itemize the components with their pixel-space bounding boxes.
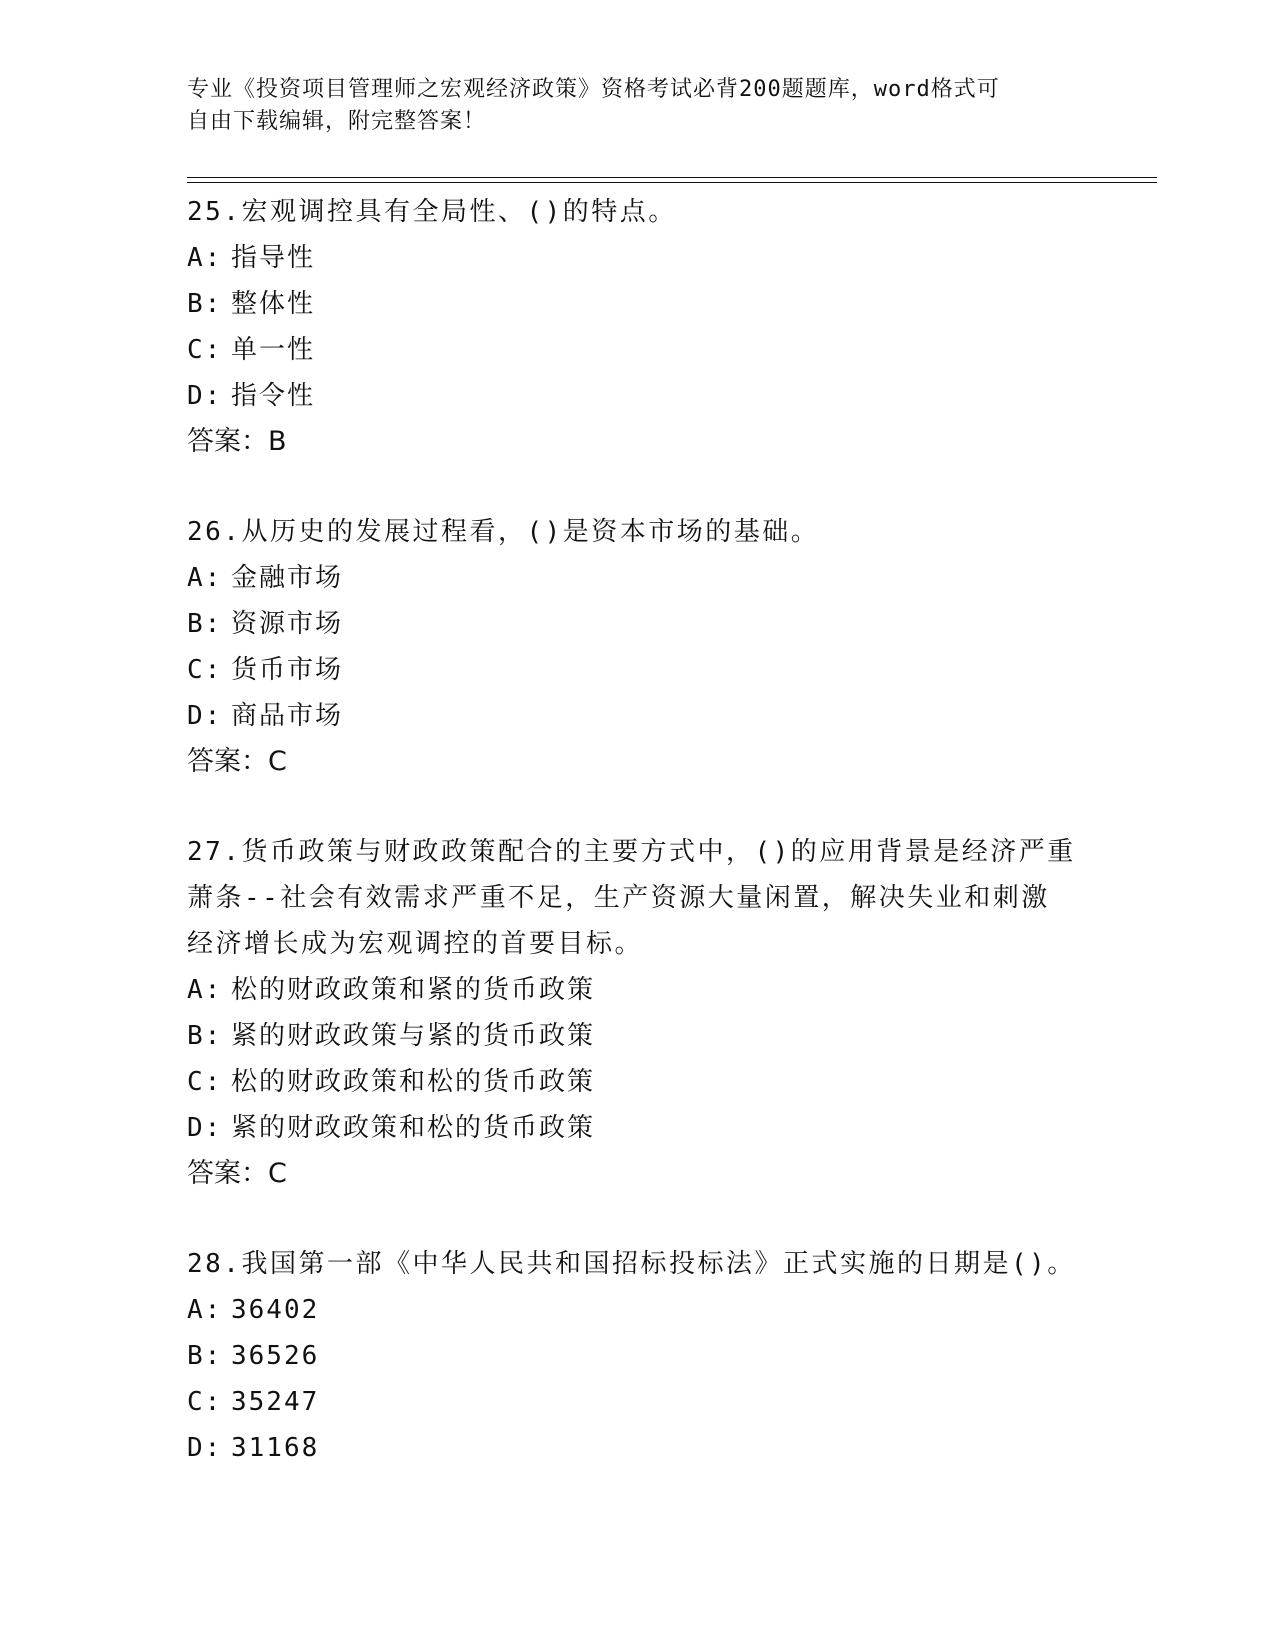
option-label: C: <box>187 1067 223 1097</box>
option-label: A: <box>187 975 223 1005</box>
option-text: 紧的财政政策和松的货币政策 <box>231 1113 596 1143</box>
question-stem-line: 经济增长成为宏观调控的首要目标。 <box>187 929 644 959</box>
option-d <box>187 693 1087 739</box>
option-text: 商品市场 <box>231 701 344 731</box>
option-b <box>187 1013 1087 1059</box>
question-27 <box>187 829 1087 1197</box>
option-label: A: <box>187 1295 223 1325</box>
option-text: 紧的财政政策与紧的货币政策 <box>231 1021 596 1051</box>
answer: 答案：C <box>187 1158 287 1189</box>
option-label: B: <box>187 1341 223 1371</box>
option-a <box>187 967 1087 1013</box>
option-a <box>187 555 1087 601</box>
question-stem-line: 27.货币政策与财政政策配合的主要方式中，()的应用背景是经济严重 <box>187 837 1076 867</box>
question-25 <box>187 189 1087 465</box>
question-stem-line: 萧条--社会有效需求严重不足，生产资源大量闲置，解决失业和刺激 <box>187 883 1050 913</box>
answer: 答案：C <box>187 746 287 777</box>
option-text: 松的财政政策和松的货币政策 <box>231 1067 596 1097</box>
option-text: 36526 <box>231 1341 320 1371</box>
option-text: 松的财政政策和紧的货币政策 <box>231 975 596 1005</box>
option-label: D: <box>187 1113 223 1143</box>
option-label: A: <box>187 563 223 593</box>
option-text: 31168 <box>231 1433 320 1463</box>
option-b <box>187 601 1087 647</box>
question-28 <box>187 1241 1087 1471</box>
option-label: B: <box>187 289 223 319</box>
header-line-2: 自由下载编辑，附完整答案！ <box>187 109 487 134</box>
option-text: 货币市场 <box>231 655 344 685</box>
option-label: B: <box>187 1021 223 1051</box>
option-label: C: <box>187 335 223 365</box>
option-d <box>187 1425 1087 1471</box>
option-c <box>187 647 1087 693</box>
option-c <box>187 1059 1087 1105</box>
option-label: D: <box>187 381 223 411</box>
option-c <box>187 1379 1087 1425</box>
option-text: 整体性 <box>231 289 316 319</box>
option-a <box>187 1287 1087 1333</box>
option-text: 金融市场 <box>231 563 344 593</box>
option-text: 单一性 <box>231 335 316 365</box>
option-b <box>187 281 1087 327</box>
option-text: 指导性 <box>231 243 316 273</box>
option-label: D: <box>187 1433 223 1463</box>
option-label: A: <box>187 243 223 273</box>
option-label: B: <box>187 609 223 639</box>
question-stem: 26.从历史的发展过程看，()是资本市场的基础。 <box>187 517 820 547</box>
question-stem: 25.宏观调控具有全局性、()的特点。 <box>187 197 677 227</box>
document-header <box>187 74 1087 138</box>
option-label: C: <box>187 655 223 685</box>
option-text: 资源市场 <box>231 609 344 639</box>
option-b <box>187 1333 1087 1379</box>
option-text: 36402 <box>231 1295 320 1325</box>
option-a <box>187 235 1087 281</box>
header-divider-top <box>187 177 1157 178</box>
header-line-1: 专业《投资项目管理师之宏观经济政策》资格考试必背200题题库，word格式可 <box>187 77 1000 102</box>
question-stem: 28.我国第一部《中华人民共和国招标投标法》正式实施的日期是()。 <box>187 1249 1076 1279</box>
option-label: D: <box>187 701 223 731</box>
header-divider-bottom <box>187 182 1157 183</box>
question-26 <box>187 509 1087 785</box>
option-text: 指令性 <box>231 381 316 411</box>
option-label: C: <box>187 1387 223 1417</box>
option-c <box>187 327 1087 373</box>
option-text: 35247 <box>231 1387 320 1417</box>
option-d <box>187 1105 1087 1151</box>
option-d <box>187 373 1087 419</box>
answer: 答案：B <box>187 426 287 457</box>
